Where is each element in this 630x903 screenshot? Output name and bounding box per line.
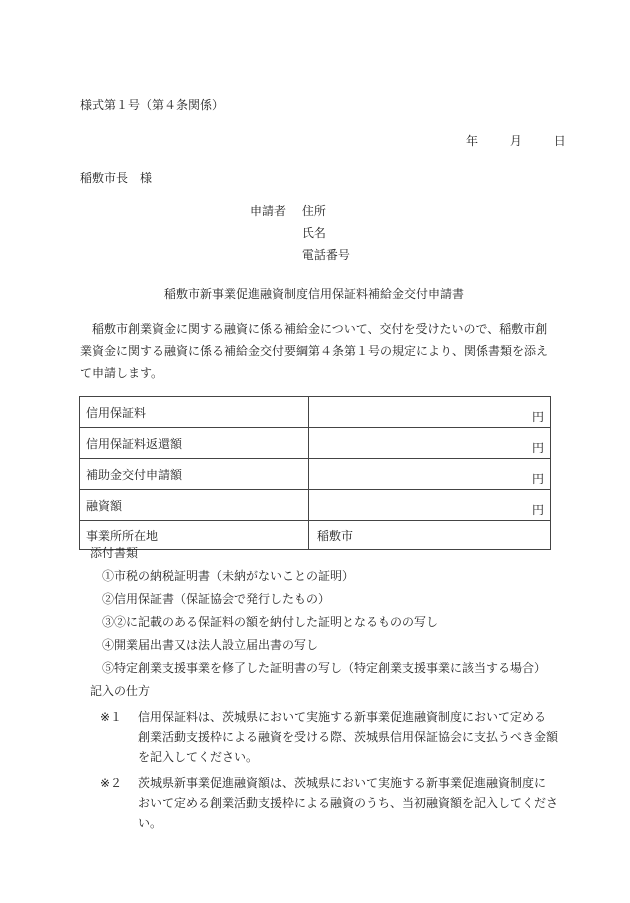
- attachment-item: ④開業届出書又は法人設立届出書の写し: [102, 638, 319, 652]
- row-value: 円: [309, 490, 551, 521]
- note-mark: ※１: [100, 710, 123, 724]
- table-row: [80, 397, 551, 428]
- row-label: 信用保証料: [80, 397, 309, 428]
- row-value: 円: [309, 397, 551, 428]
- addressee: 稲敷市長 様: [80, 171, 153, 185]
- note-line: い。: [138, 816, 163, 830]
- row-label: 信用保証料返還額: [80, 428, 309, 459]
- table-row: [80, 459, 551, 490]
- note-line: 茨城県新事業促進融資額は、茨城県において実施する新事業促進融資制度に: [138, 776, 547, 790]
- row-value: 円: [309, 428, 551, 459]
- row-value: 円: [309, 459, 551, 490]
- body-line: て申請します。: [80, 366, 164, 380]
- row-label: 融資額: [80, 490, 309, 521]
- note-2: [90, 773, 559, 833]
- body-text: [80, 318, 550, 384]
- document-title: 稲敷市新事業促進融資制度信用保証料補給金交付申請書: [164, 287, 465, 301]
- attachment-item: ①市税の納税証明書（未納がないことの証明）: [102, 569, 355, 583]
- instructions: [90, 681, 559, 833]
- note-mark: ※２: [100, 776, 123, 790]
- body-line: 業資金に関する融資に係る補給金交付要綱第４条第１号の規定により、関係書類を添え: [80, 344, 549, 358]
- table-row: [80, 490, 551, 521]
- row-label: 事業所所在地: [80, 521, 309, 550]
- note-line: 創業活動支援枠による融資を受ける際、茨城県信用保証協会に支払うべき金額: [138, 730, 559, 744]
- date-day-label: 日: [553, 134, 566, 148]
- attachment-item: ③②に記載のある保証料の額を納付した証明となるものの写し: [102, 615, 439, 629]
- date-year-label: 年: [466, 134, 479, 148]
- applicant-block: [250, 200, 350, 266]
- attachment-item: ②信用保証書（保証協会で発行したもの）: [102, 592, 331, 606]
- body-line: 稲敷市創業資金に関する融資に係る補給金について、交付を受けたいので、稲敷市創: [80, 322, 548, 336]
- date-month-label: 月: [509, 134, 522, 148]
- amounts-table: [79, 396, 551, 550]
- form-number: 様式第１号（第４条関係）: [80, 98, 225, 112]
- applicant-heading: 申請者: [250, 204, 287, 218]
- attachments-heading: 添付書類: [90, 546, 139, 560]
- note-1: [90, 707, 559, 767]
- instructions-heading: 記入の仕方: [90, 684, 151, 698]
- name-label: 氏名: [301, 226, 326, 240]
- note-line: を記入してください。: [138, 750, 259, 764]
- address-label: 住所: [301, 204, 326, 218]
- attachment-item: ⑤特定創業支援事業を修了した証明書の写し（特定創業支援事業に該当する場合）: [102, 661, 547, 675]
- note-line: 信用保証料は、茨城県において実施する新事業促進融資制度において定める: [138, 710, 547, 724]
- phone-label: 電話番号: [301, 248, 350, 262]
- row-label: 補助金交付申請額: [80, 459, 309, 490]
- row-value: 稲敷市: [309, 521, 551, 550]
- attachments: [90, 542, 546, 680]
- note-line: おいて定める創業活動支援枠による融資のうち、当初融資額を記入してくださ: [138, 796, 559, 810]
- date-line: [466, 130, 566, 152]
- table-row: [80, 428, 551, 459]
